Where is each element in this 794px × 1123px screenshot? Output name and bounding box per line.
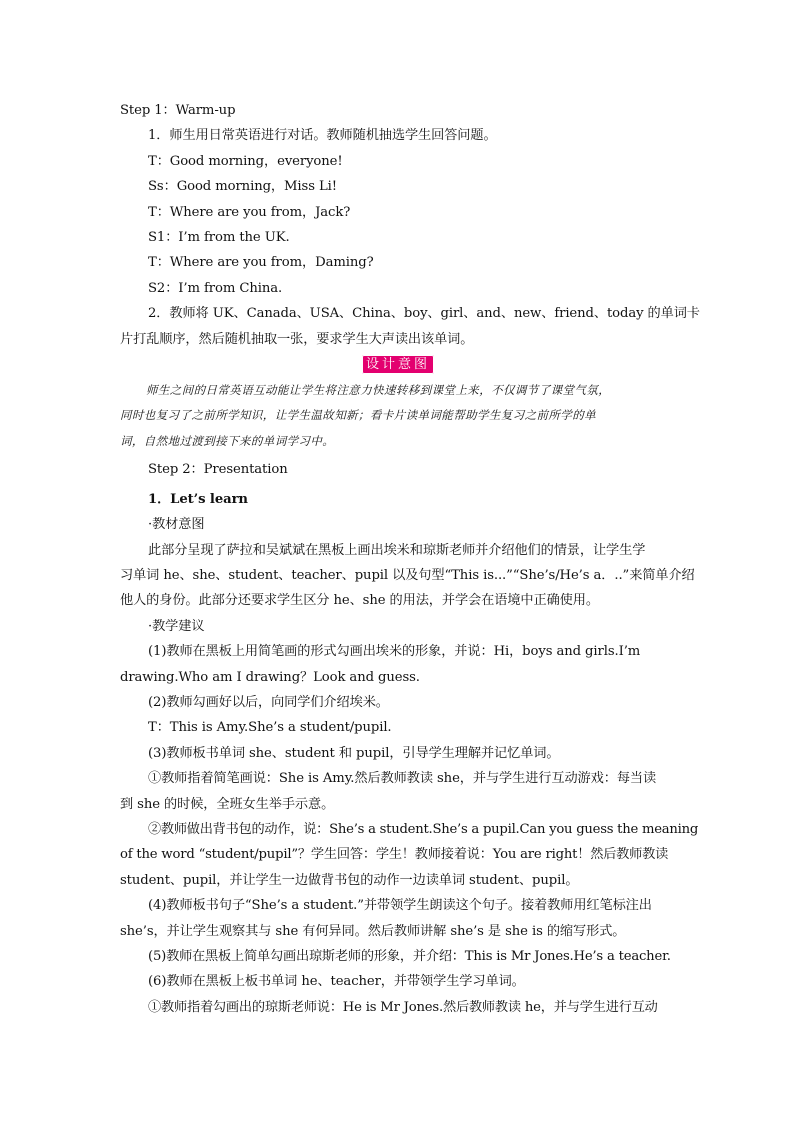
design-note-line3: 词，自然地过渡到接下来的单词学习中。 xyxy=(120,433,335,448)
warmup-item-2-line2: 片打乱顺序，然后随机抽取一张，要求学生大声读出该单词。 xyxy=(120,331,474,347)
paragraph-line: T：This is Amy.She’s a student/pupil. xyxy=(148,720,392,736)
dialogue-line: T：Good morning，everyone! xyxy=(148,153,343,169)
paragraph-line: (2)教师勾画好以后，向同学们介绍埃米。 xyxy=(148,694,389,710)
dialogue-line: S2：I’m from China. xyxy=(148,280,283,296)
step1-heading: Step 1：Warm-up xyxy=(120,103,236,118)
paragraph-line: (5)教师在黑板上简单勾画出琼斯老师的形象，并介绍：This is Mr Jones.He’s a teacher. xyxy=(148,949,671,964)
paragraph-line: student、pupil，并让学生一边做背书包的动作一边读单词 student、pupil。 xyxy=(120,872,579,888)
dialogue-line: T：Where are you from，Daming? xyxy=(148,255,374,271)
teaching-advice-heading: ·教学建议 xyxy=(148,618,205,634)
paragraph-line: drawing.Who am I drawing？Look and guess. xyxy=(120,669,420,685)
warmup-item-1: 1．师生用日常英语进行对话。教师随机抽选学生回答问题。 xyxy=(148,128,497,144)
paragraph-line: (6)教师在黑板上板书单词 he、teacher，并带领学生学习单词。 xyxy=(148,974,525,990)
paragraph-line: ①教师指着简笔画说：She is Amy.然后教师教读 she，并与学生进行互动游戏：每当读 xyxy=(148,771,657,787)
paragraph-line: (1)教师在黑板上用简笔画的形式勾画出埃米的形象，并说：Hi，boys and girls.I’m xyxy=(148,644,641,660)
paragraph-line: (4)教师板书句子“She’s a student.”并带领学生朗读这个句子。接着教师用红笔标注出 xyxy=(148,898,652,914)
paragraph-line: 习单词 he、she、student、teacher、pupil 以及句型“This is...”“She’s/He’s a．..”来简单介绍 xyxy=(120,567,695,583)
textbook-intent-heading: ·教材意图 xyxy=(148,517,205,533)
step2-heading: Step 2：Presentation xyxy=(148,462,288,478)
design-note-line1: 师生之间的日常英语互动能让学生将注意力快速转移到课堂上来，不仅调节了课堂气氛， xyxy=(146,383,611,398)
dialogue-line: T：Where are you from，Jack? xyxy=(148,204,351,220)
paragraph-line: (3)教师板书单词 she、student 和 pupil，引导学生理解并记忆单词。 xyxy=(148,745,560,761)
paragraph-line: of the word “student/pupil”？学生回答：学生！教师接着说：You are right！然后教师教读 xyxy=(120,847,669,863)
paragraph-line: 此部分呈现了萨拉和吴斌斌在黑板上画出埃米和琼斯老师并介绍他们的情景，让学生学 xyxy=(148,542,646,558)
dialogue-line: S1：I’m from the UK. xyxy=(148,230,290,246)
warmup-item-2-line1: 2．教师将 UK、Canada、USA、China、boy、girl、and、new、friend、today 的单词卡 xyxy=(148,306,700,322)
paragraph-line: ①教师指着勾画出的琼斯老师说：He is Mr Jones.然后教师教读 he，并与学生进行互动 xyxy=(148,999,658,1015)
lets-learn-heading: 1．Let’s learn xyxy=(148,491,248,507)
design-note-line2: 同时也复习了之前所学知识，让学生温故知新；看卡片读单词能帮助学生复习之前所学的单 xyxy=(120,408,596,423)
paragraph-line: ②教师做出背书包的动作，说：She’s a student.She’s a pupil.Can you guess the meaning xyxy=(148,821,699,837)
design-intent-badge: 设计意图 xyxy=(362,355,434,374)
paragraph-line: 他人的身份。此部分还要求学生区分 he、she 的用法，并学会在语境中正确使用。 xyxy=(120,593,599,609)
paragraph-line: 到 she 的时候，全班女生举手示意。 xyxy=(120,796,335,812)
dialogue-line: Ss：Good morning，Miss Li! xyxy=(148,179,337,195)
design-intent-header xyxy=(120,353,676,376)
paragraph-line: she’s，并让学生观察其与 she 有何异同。然后教师讲解 she’s 是 she is 的缩写形式。 xyxy=(120,923,626,939)
document-body xyxy=(120,98,700,1020)
